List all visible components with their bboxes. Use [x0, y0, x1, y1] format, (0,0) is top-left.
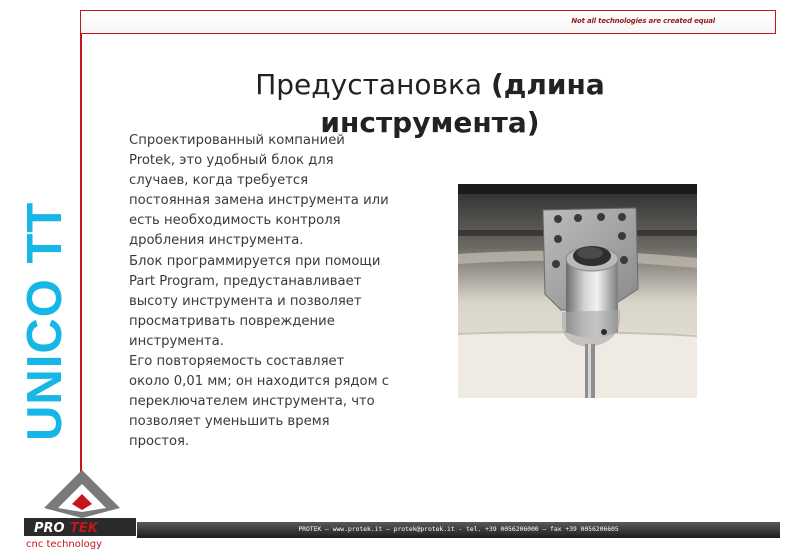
slide-title-bold: (длина инструмента)	[320, 68, 605, 139]
body-line: есть необходимость контроля	[129, 213, 341, 229]
header-band	[80, 10, 776, 34]
left-red-rule	[80, 10, 82, 478]
body-line: высоту инструмента и позволяет	[129, 293, 362, 309]
body-line: просматривать повреждение	[129, 313, 335, 329]
logo-subtitle: cnc technology	[26, 539, 103, 550]
footer-contact-text: PROTEK – www.protek.it – protek@protek.it - tel. +39 0056206000 – fax +39 0056206605	[298, 525, 619, 533]
body-line: дробления инструмента.	[129, 233, 304, 249]
logo-brand-right: TEK	[70, 521, 98, 536]
body-line: постоянная замена инструмента или	[129, 193, 389, 209]
body-line: инструмента.	[129, 333, 224, 349]
body-line: Его повторяемость составляет	[129, 354, 345, 370]
slide-body-text	[129, 131, 419, 453]
vertical-product-title: UNICO TT	[18, 201, 72, 441]
tool-presetter-photo	[458, 184, 697, 398]
body-line: случаев, когда требуется	[129, 173, 309, 189]
body-line: Part Program, предустанавливает	[129, 273, 362, 289]
protek-logo	[20, 466, 140, 550]
footer-bar	[137, 522, 780, 538]
header-tagline: Not all technologies are created equal	[571, 17, 715, 25]
body-line: около 0,01 мм; он находится рядом с	[129, 374, 389, 390]
body-line: простоя.	[129, 434, 190, 450]
slide-title-regular: Предустановка	[255, 68, 491, 101]
body-line: Блок программируется при помощи	[129, 253, 381, 269]
body-line: Protek, это удобный блок для	[129, 153, 334, 169]
body-line: Спроектированный компанией	[129, 133, 345, 148]
logo-brand-left: PRO	[34, 521, 65, 536]
body-line: переключателем инструмента, что	[129, 394, 375, 410]
body-line: позволяет уменьшить время	[129, 414, 330, 430]
